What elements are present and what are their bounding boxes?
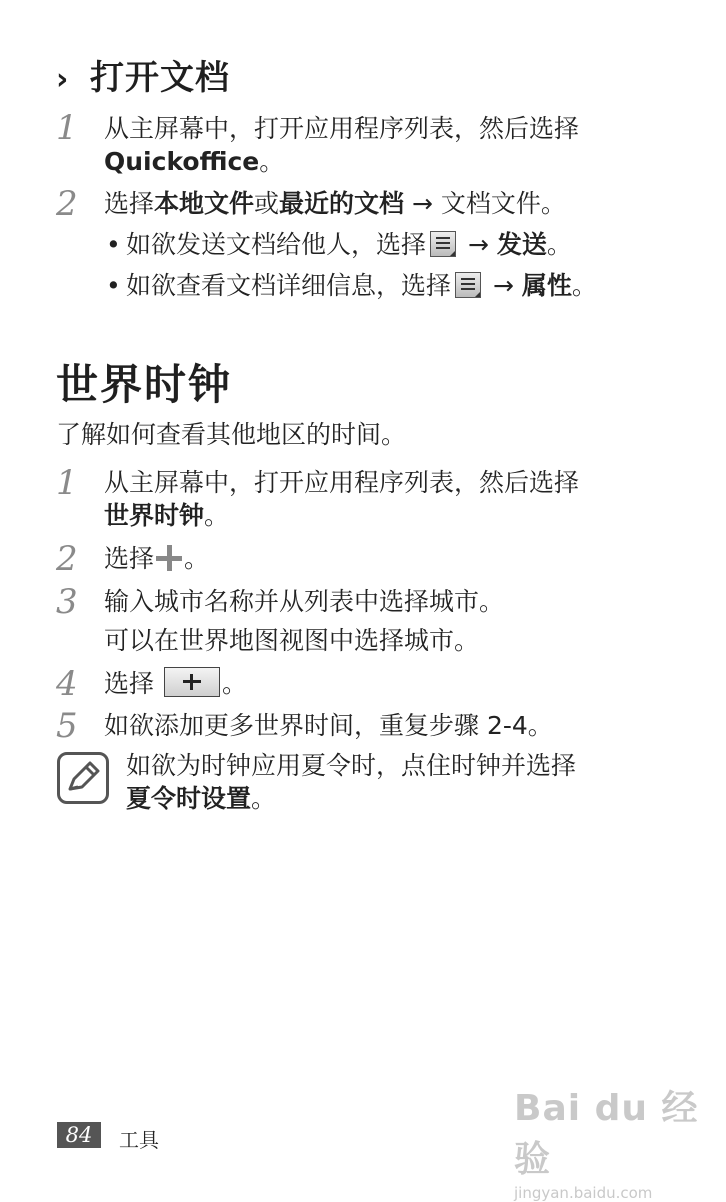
option-recent-docs: 最近的文档 xyxy=(279,189,405,218)
baidu-watermark xyxy=(514,1080,726,1202)
step-text xyxy=(104,187,566,220)
step-text-part: 或 xyxy=(254,189,280,218)
app-name: 世界时钟 xyxy=(104,501,205,530)
section-heading-open-document xyxy=(56,50,230,99)
punct: 。 xyxy=(221,669,247,698)
section-intro: 了解如何查看其他地区的时间。 xyxy=(56,420,407,449)
step-text-part: 选择 xyxy=(104,189,155,218)
step-text-part: → 文档文件。 xyxy=(404,189,566,218)
bullet-text: 如欲查看文档详细信息，选择 xyxy=(126,271,452,300)
app-name: Quickoffice xyxy=(104,147,260,176)
arrow: → xyxy=(460,230,497,259)
step-number: 3 xyxy=(56,582,78,622)
step-text-part: 选择 xyxy=(104,544,155,573)
plus-icon xyxy=(156,545,182,571)
punct: 。 xyxy=(184,544,210,573)
note-line xyxy=(126,782,576,815)
step-number: 4 xyxy=(56,664,78,704)
step-line: 从主屏幕中，打开应用程序列表，然后选择 xyxy=(104,468,580,497)
add-button-icon xyxy=(164,667,220,697)
bullet-dot: • xyxy=(106,230,121,259)
menu-icon xyxy=(430,231,456,257)
step-text xyxy=(104,466,579,532)
step-text: 如欲添加更多世界时间，重复步骤 2-4。 xyxy=(104,711,553,740)
section-title: 打开文档 xyxy=(90,58,230,98)
bullet-item xyxy=(106,269,597,302)
option-dst-settings: 夏令时设置 xyxy=(126,784,252,813)
punct: 。 xyxy=(259,147,285,176)
note-line: 如欲为时钟应用夏令时，点住时钟并选择 xyxy=(126,751,577,780)
page-number: 84 xyxy=(57,1122,101,1148)
note-pencil-icon xyxy=(57,752,109,804)
bullet-dot: • xyxy=(106,271,121,300)
step-line: 输入城市名称并从列表中选择城市。 xyxy=(104,587,505,616)
step-line xyxy=(104,499,579,532)
watermark-logo-text: Bai du 经验 xyxy=(514,1088,699,1180)
step-number: 1 xyxy=(56,108,78,148)
step-text xyxy=(104,585,504,657)
menu-icon xyxy=(455,272,481,298)
punct: 。 xyxy=(204,501,230,530)
section-title-world-clock: 世界时钟 xyxy=(56,360,233,409)
bullet-text: 如欲发送文档给他人，选择 xyxy=(126,230,427,259)
punct: 。 xyxy=(571,271,597,300)
step-number: 5 xyxy=(56,706,78,746)
footer-section-label: 工具 xyxy=(119,1128,159,1152)
arrow: → xyxy=(485,271,522,300)
step-line: 从主屏幕中，打开应用程序列表，然后选择 xyxy=(104,114,580,143)
step-number: 2 xyxy=(56,184,78,224)
step-text xyxy=(104,667,247,700)
step-line xyxy=(104,145,579,178)
note-text xyxy=(126,749,576,815)
step-text xyxy=(104,112,579,178)
punct: 。 xyxy=(251,784,277,813)
option-local-files: 本地文件 xyxy=(154,189,255,218)
step-number: 1 xyxy=(56,463,78,503)
option-properties: 属性 xyxy=(521,271,572,300)
option-send: 发送 xyxy=(496,230,547,259)
step-text xyxy=(104,542,209,575)
bullet-item xyxy=(106,228,572,261)
step-text-part: 选择 xyxy=(104,669,155,698)
watermark-url: jingyan.baidu.com xyxy=(514,1184,653,1202)
step-line: 可以在世界地图视图中选择城市。 xyxy=(104,626,480,655)
punct: 。 xyxy=(546,230,572,259)
chevron-right-icon: › xyxy=(56,62,70,97)
step-number: 2 xyxy=(56,539,78,579)
